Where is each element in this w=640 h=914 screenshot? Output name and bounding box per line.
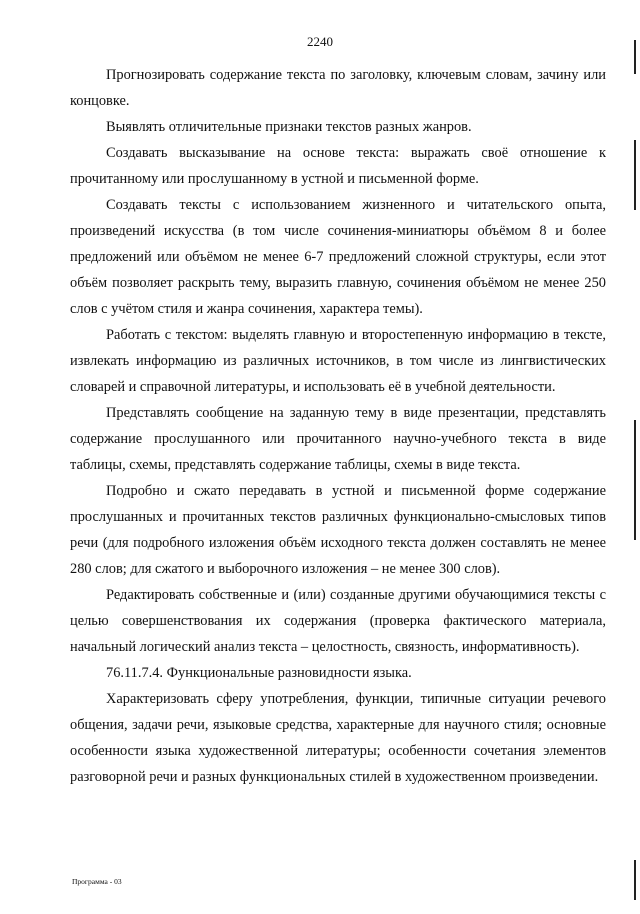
page-footer: Программа - 03 <box>72 877 122 886</box>
paragraph-work-with-text: Работать с текстом: выделять главную и второстепенную информацию в тексте, извлекать информацию из различных источников, в том числе из лингвистических словарей и справочной литературы, и использовать её в учебной деятельности. <box>70 327 606 395</box>
paragraph-characterize-style: Характеризовать сферу употребления, функции, типичные ситуации речевого общения, задачи речи, языковые средства, характерные для научного стиля; основные особенности языка художественной литературы; особенности сочетания элементов разговорной речи и разных функциональных стилей в художественном произведении. <box>70 691 606 785</box>
scan-edge-mark <box>634 860 636 900</box>
page-number: 2240 <box>307 34 333 49</box>
paragraph-editing: Редактировать собственные и (или) созданные другими обучающимися тексты с целью совершенствования их содержания (проверка фактического материала, начальный логический анализ текста – целостность, связность, информативность). <box>70 587 606 655</box>
paragraph-retelling: Подробно и сжато передавать в устной и письменной форме содержание прослушанных и прочитанных текстов различных функционально-смысловых типов речи (для подробного изложения объём исходного текста должен составлять не менее 280 слов; для сжатого и выборочного изложения – не менее 300 слов). <box>70 483 606 577</box>
scan-edge-mark <box>634 140 636 210</box>
section-heading: 76.11.7.4. Функциональные разновидности языка. <box>106 665 412 681</box>
paragraph-genre-features: Выявлять отличительные признаки текстов разных жанров. <box>106 119 472 135</box>
scan-edge-mark <box>634 40 636 74</box>
scan-edge-mark <box>634 420 636 540</box>
paragraph-create-texts: Создавать тексты с использованием жизненного и читательского опыта, произведений искусства (в том числе сочинения-миниатюры объёмом 8 и более предложений или объёмом не менее 6-7 предложений сложной структуры, если этот объём позволяет раскрыть тему, выразить главную, сочинения объёмом не менее 250 слов с учётом стиля и жанра сочинения, характера темы). <box>70 197 606 317</box>
paragraph-presentation: Представлять сообщение на заданную тему в виде презентации, представлять содержание прослушанного или прочитанного научно-учебного текста в виде таблицы, схемы, представлять содержание таблицы, схемы в виде текста. <box>70 405 606 473</box>
paragraph-create-statement: Создавать высказывание на основе текста: выражать своё отношение к прочитанному или прослушанному в устной и письменной форме. <box>70 145 606 187</box>
paragraph-predict-content: Прогнозировать содержание текста по заголовку, ключевым словам, зачину или концовке. <box>70 67 606 109</box>
document-body <box>70 62 606 790</box>
